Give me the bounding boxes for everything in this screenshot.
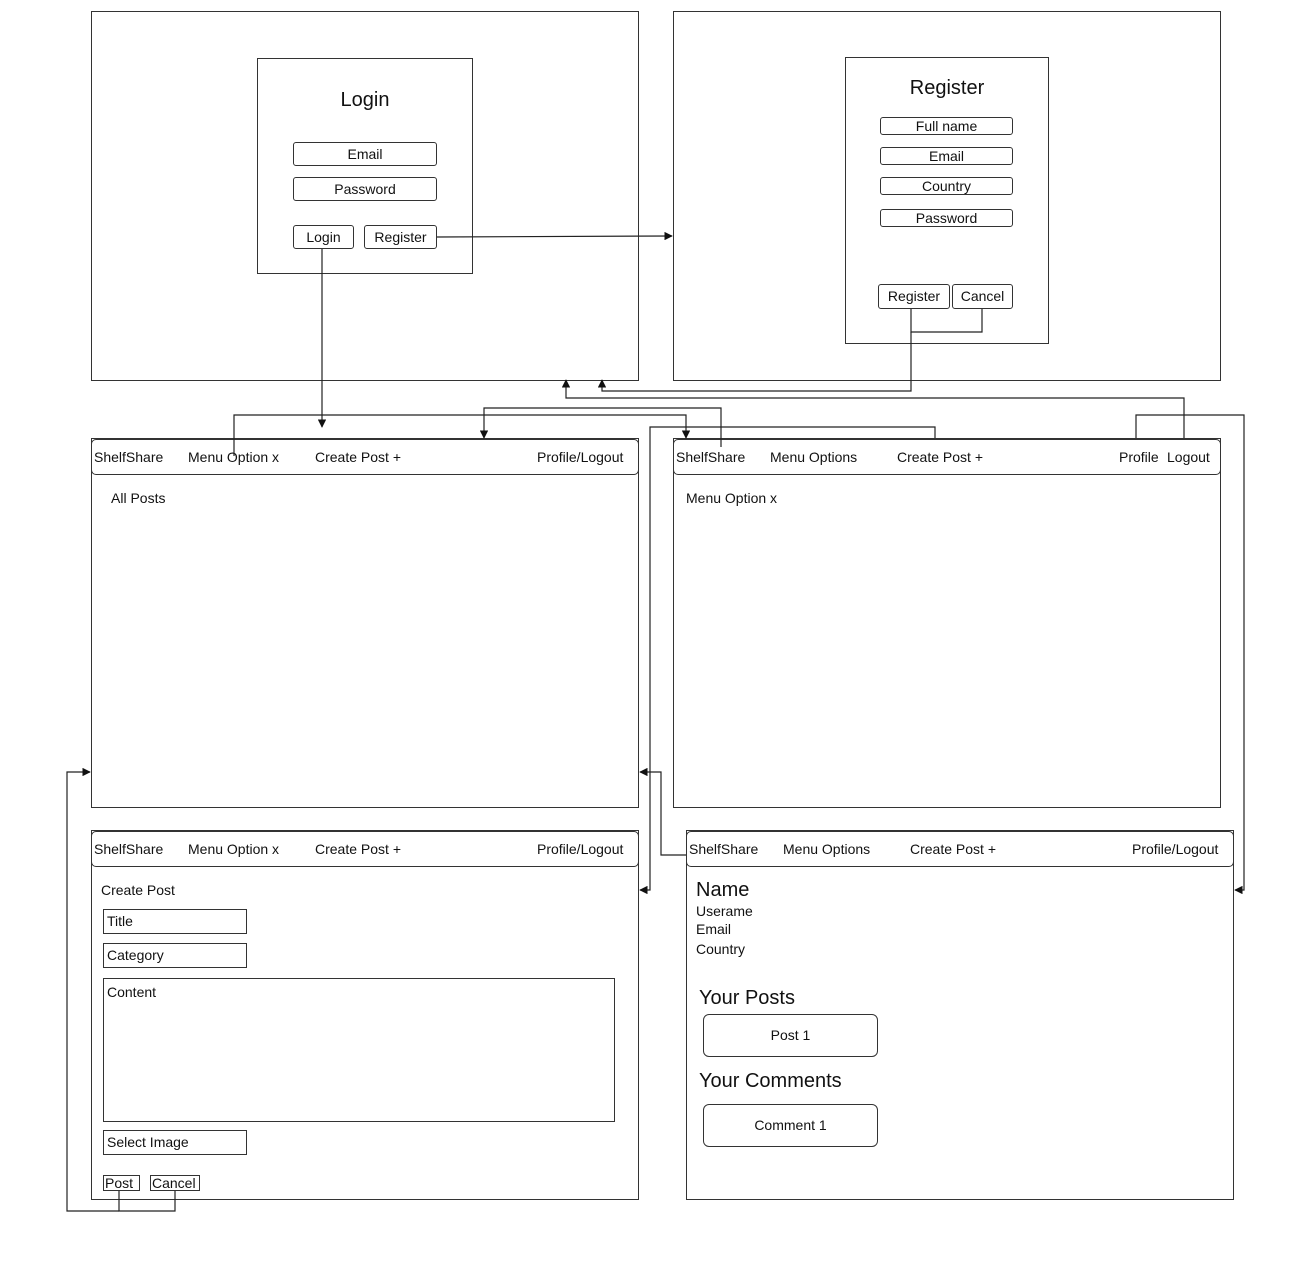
register-fullname-field[interactable]: Full name xyxy=(880,117,1013,135)
register-submit-button[interactable]: Register xyxy=(878,284,950,309)
nav-brand[interactable]: ShelfShare xyxy=(94,449,164,465)
nav-profile-logout[interactable]: Profile/Logout xyxy=(1132,841,1219,857)
profile-username: Userame xyxy=(696,903,753,919)
post-category-field[interactable]: Category xyxy=(103,943,247,968)
your-comments-heading: Your Comments xyxy=(699,1070,842,1092)
nav-create-post[interactable]: Create Post + xyxy=(315,449,401,465)
nav-menu-option[interactable]: Menu Option x xyxy=(188,449,280,465)
register-cancel-button[interactable]: Cancel xyxy=(952,284,1013,309)
register-country-field[interactable]: Country xyxy=(880,177,1013,195)
create-post-heading: Create Post xyxy=(101,882,175,898)
all-posts-screen-frame xyxy=(91,438,639,808)
register-email-field[interactable]: Email xyxy=(880,147,1013,165)
nav-profile[interactable]: Profile xyxy=(1119,449,1159,465)
register-password-field[interactable]: Password xyxy=(880,209,1013,227)
profile-name: Name xyxy=(696,879,750,901)
your-posts-heading: Your Posts xyxy=(699,987,795,1009)
all-posts-navbar xyxy=(91,439,639,475)
select-image-field[interactable]: Select Image xyxy=(103,1130,247,1155)
nav-brand[interactable]: ShelfShare xyxy=(94,841,164,857)
post-title-field[interactable]: Title xyxy=(103,909,247,934)
post-cancel-button[interactable]: Cancel xyxy=(150,1175,200,1191)
nav-brand[interactable]: ShelfShare xyxy=(689,841,759,857)
login-password-field[interactable]: Password xyxy=(293,177,437,201)
login-email-field[interactable]: Email xyxy=(293,142,437,166)
profile-country: Country xyxy=(696,941,746,957)
login-register-button[interactable]: Register xyxy=(364,225,437,249)
nav-profile-logout[interactable]: Profile/Logout xyxy=(537,449,624,465)
nav-create-post[interactable]: Create Post + xyxy=(897,449,983,465)
login-title: Login xyxy=(340,89,390,111)
nav-create-post[interactable]: Create Post + xyxy=(910,841,996,857)
logout-back-arrow xyxy=(566,380,1184,438)
nav-profile-logout[interactable]: Profile/Logout xyxy=(537,841,624,857)
post-card[interactable]: Post 1 xyxy=(703,1014,878,1057)
nav-menu-option[interactable]: Menu Option x xyxy=(188,841,280,857)
post-submit-button[interactable]: Post xyxy=(103,1175,140,1191)
nav-menu-options[interactable]: Menu Options xyxy=(770,449,858,465)
nav-brand[interactable]: ShelfShare xyxy=(676,449,746,465)
menu-option-heading: Menu Option x xyxy=(686,490,778,506)
register-title: Register xyxy=(909,77,985,99)
nav-logout[interactable]: Logout xyxy=(1167,449,1210,465)
profile-navbar xyxy=(686,831,1234,867)
menu-option-navbar xyxy=(673,439,1221,475)
create-post-navbar xyxy=(91,831,639,867)
profile-email: Email xyxy=(696,921,732,937)
nav-create-post[interactable]: Create Post + xyxy=(315,841,401,857)
nav-menu-options[interactable]: Menu Options xyxy=(783,841,871,857)
comment-card[interactable]: Comment 1 xyxy=(703,1104,878,1147)
post-content-textarea[interactable]: Content xyxy=(103,978,615,1122)
all-posts-heading: All Posts xyxy=(111,490,166,506)
login-button[interactable]: Login xyxy=(293,225,354,249)
